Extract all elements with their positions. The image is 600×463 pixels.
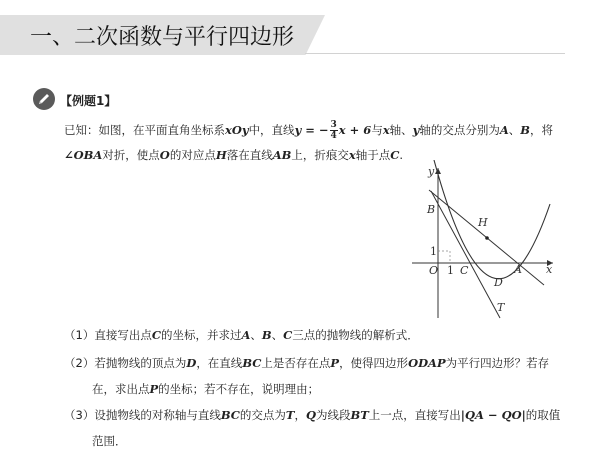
intro-text: 对折，使点	[102, 148, 160, 162]
math-var: BC	[242, 356, 262, 370]
math-var: y	[412, 123, 420, 137]
tick-label-y: 1	[430, 245, 437, 258]
math-var: P	[330, 356, 340, 370]
question-text: 为平行四边形？若存	[445, 356, 550, 370]
x-axis-label: x	[546, 263, 553, 276]
origin-label: O	[429, 264, 439, 277]
intro-text: 与	[371, 123, 383, 137]
math-var: AB	[272, 148, 292, 162]
intro-text: 的对应点	[169, 148, 216, 162]
math-var: D	[186, 356, 197, 370]
intro-line-1	[64, 120, 553, 141]
title-underline	[305, 53, 565, 54]
math-var: x	[382, 123, 390, 137]
math-var: P	[149, 382, 159, 396]
tick-label-x: 1	[447, 264, 454, 277]
example-label: 【例题1】	[60, 94, 117, 108]
fraction-numerator: 3	[330, 120, 337, 130]
question-text: 为线段	[316, 408, 351, 422]
question-text: 的取值	[525, 408, 561, 422]
intro-text: 轴于点	[355, 148, 391, 162]
point-C-label: C	[460, 264, 469, 277]
math-var: xOy	[225, 123, 249, 137]
y-axis-label: y	[428, 165, 435, 178]
fraction-denominator: 4	[330, 131, 337, 141]
math-var: Q	[305, 408, 317, 422]
point-H	[485, 236, 489, 240]
point-A-label: A	[514, 263, 522, 276]
math-expression: |QA − QO|	[460, 408, 526, 422]
question-2-cont	[92, 381, 319, 397]
intro-text: 、	[508, 123, 521, 137]
intro-text: .	[399, 148, 404, 162]
question-text: （2）若抛物线的顶点为	[64, 356, 187, 370]
math-var: x	[348, 148, 356, 162]
question-3-cont	[92, 433, 127, 449]
point-D-label: D	[494, 276, 503, 289]
question-text: 上是否存在点	[261, 356, 331, 370]
equation-part: x + 6	[338, 123, 372, 137]
math-var: B	[520, 123, 531, 137]
intro-text: 轴的交点分别为	[419, 123, 500, 137]
point-B-label: B	[427, 203, 436, 216]
parabola	[434, 160, 550, 279]
line-BT	[431, 191, 500, 318]
question-text: 上一点，直接写出	[368, 408, 461, 422]
math-var: ODAP	[408, 356, 446, 370]
question-text: （3）设抛物线的对称轴与直线	[64, 408, 221, 422]
question-text: ，在直线	[196, 356, 243, 370]
question-text: 的坐标；若不存在，说明理由；	[158, 382, 320, 396]
math-var: A	[241, 328, 251, 342]
math-var: O	[159, 148, 170, 162]
intro-text: ，将	[530, 123, 554, 137]
math-var: A	[499, 123, 509, 137]
question-1	[64, 327, 419, 343]
page-title: 一、二次函数与平行四边形	[30, 25, 295, 50]
question-text: 范围．	[92, 434, 127, 448]
math-var: B	[261, 328, 272, 342]
question-text: 三点的抛物线的解析式．	[292, 328, 419, 342]
math-var: T	[285, 408, 295, 422]
question-text: ，使得四边形	[339, 356, 409, 370]
question-text: 的交点为	[239, 408, 286, 422]
point-H-label: H	[478, 216, 488, 229]
point-T-label: T	[497, 301, 505, 314]
intro-text: 已知：如图，在平面直角坐标系	[64, 123, 225, 137]
question-text: ，	[294, 408, 306, 422]
intro-text: 落在直线	[226, 148, 273, 162]
intro-line-2	[64, 147, 403, 163]
math-var: C	[283, 328, 293, 342]
fraction	[330, 120, 338, 141]
intro-text: 中，直线	[248, 123, 295, 137]
math-var: ∠OBA	[64, 148, 103, 162]
question-text: 的坐标，并求过	[160, 328, 242, 342]
question-text: 、	[271, 328, 284, 342]
question-text: 在，求出点	[92, 382, 150, 396]
question-text: 、	[250, 328, 262, 342]
question-text: （1）直接写出点	[64, 328, 152, 342]
coordinate-figure	[408, 160, 558, 320]
pencil-icon	[33, 88, 55, 110]
question-2	[64, 355, 549, 371]
math-var: BC	[220, 408, 240, 422]
intro-text: 上，折痕交	[291, 148, 349, 162]
math-var: H	[215, 148, 227, 162]
math-var: C	[151, 328, 161, 342]
math-var: C	[390, 148, 400, 162]
intro-text: 轴、	[389, 123, 413, 137]
question-3	[64, 407, 560, 423]
equation-part: y = −	[294, 123, 329, 137]
math-var: BT	[350, 408, 369, 422]
